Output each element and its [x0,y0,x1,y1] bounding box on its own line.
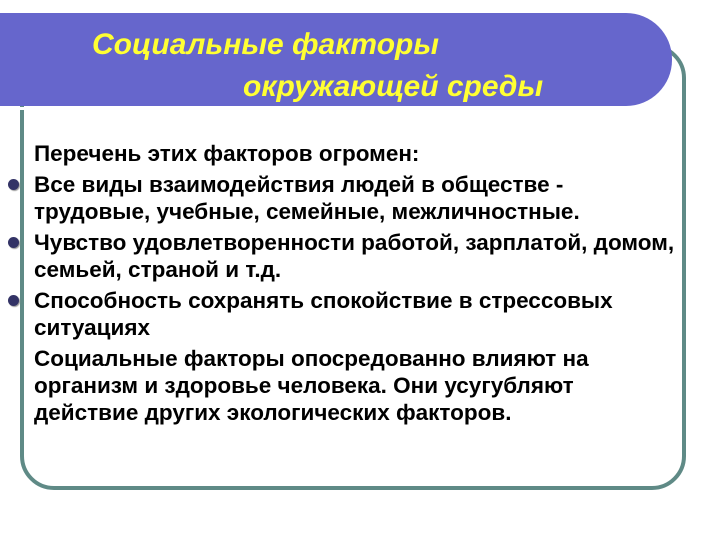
bullet-dot-icon [8,237,19,248]
bullet-dot-icon [8,179,19,190]
bullet-text: Способность сохранять спокойствие в стрессовых ситуациях [34,288,613,340]
bullet-item [34,287,684,341]
bullet-text: Чувство удовлетворенности работой, зарплатой, домом, семьей, страной и т.д. [34,230,675,282]
bullet-dot-icon [8,295,19,306]
bullet-item [34,171,684,225]
conclusion-text: Социальные факторы опосредованно влияют на организм и здоровье человека. Они усугубляют действие других экологических факторов. [34,346,589,425]
slide-body [34,140,684,430]
slide-title-line-1: Социальные факторы [92,28,439,61]
bullet-text: Все виды взаимодействия людей в обществе - трудовые, учебные, семейные, межличностные. [34,172,580,224]
title-underline [0,107,640,110]
bullet-item [34,229,684,283]
intro-text: Перечень этих факторов огромен: [34,141,420,166]
slide-title-line-2: окружающей среды [243,70,544,103]
